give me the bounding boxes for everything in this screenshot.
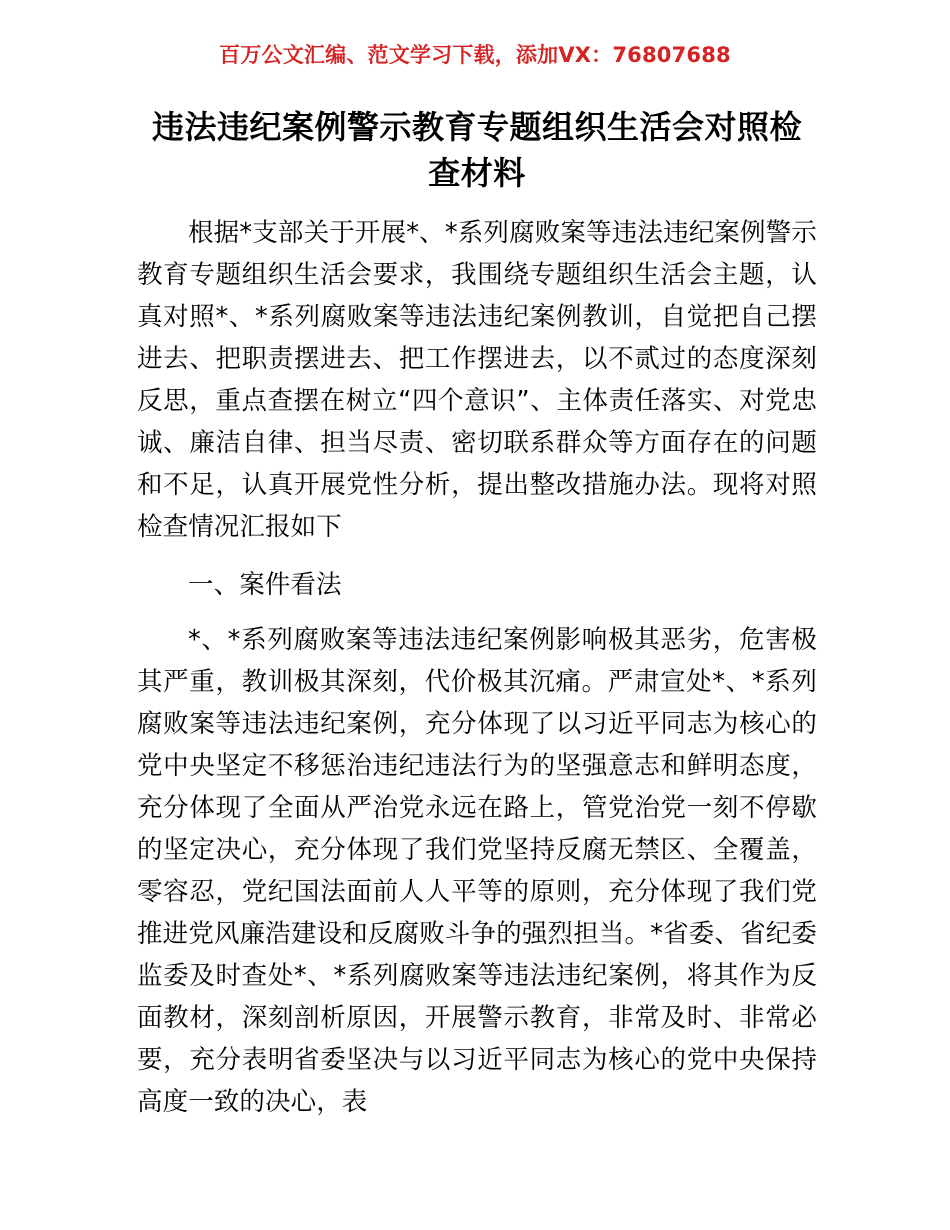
section-body-1: *、*系列腐败案等违法违纪案例影响极其恶劣，危害极其严重，教训极其深刻，代价极其沉痛。严肃宣处*、*系列腐败案等违法违纪案例，充分体现了以习近平同志为核心的党中央坚定不移惩治违纪违法行为的坚强意志和鲜明态度，充分体现了全面从严治党永远在路上，管党治党一刻不停歇的坚定决心，充分体现了我们党坚持反腐无禁区、全覆盖，零容忍，党纪国法面前人人平等的原则，充分体现了我们党推进党风廉浩建设和反腐败斗争的强烈担当。*省委、省纪委监委及时查处*、*系列腐败案等违法违纪案例，将其作为反面教材，深刻剖析原因，开展警示教育，非常及时、非常必要，充分表明省委坚决与以习近平同志为核心的党中央保持高度一致的决心，表 <box>137 625 817 1117</box>
document-body <box>137 104 817 1123</box>
page-title: 违法违纪案例警示教育专题组织生活会对照检查材料 <box>151 108 802 192</box>
intro-paragraph: 根据*支部关于开展*、*系列腐败案等违法违纪案例警示教育专题组织生活会要求，我围绕专题组织生活会主题，认真对照*、*系列腐败案等违法违纪案例教训，自觉把自己摆进去、把职责摆进去、把工作摆进去，以不贰过的态度深刻反思，重点查摆在树立“四个意识”、主体责任落实、对党忠诚、廉洁自律、担当尽责、密切联系群众等方面存在的问题和不足，认真开展党性分析，提出整改措施办法。现将对照检查情况汇报如下 <box>137 218 817 542</box>
section-heading-1: 一、案件看法 <box>188 570 342 600</box>
promo-banner <box>0 45 950 66</box>
promo-watermark-text: 百万公文汇编、范文学习下载，添加VX：76807688 <box>219 43 731 67</box>
